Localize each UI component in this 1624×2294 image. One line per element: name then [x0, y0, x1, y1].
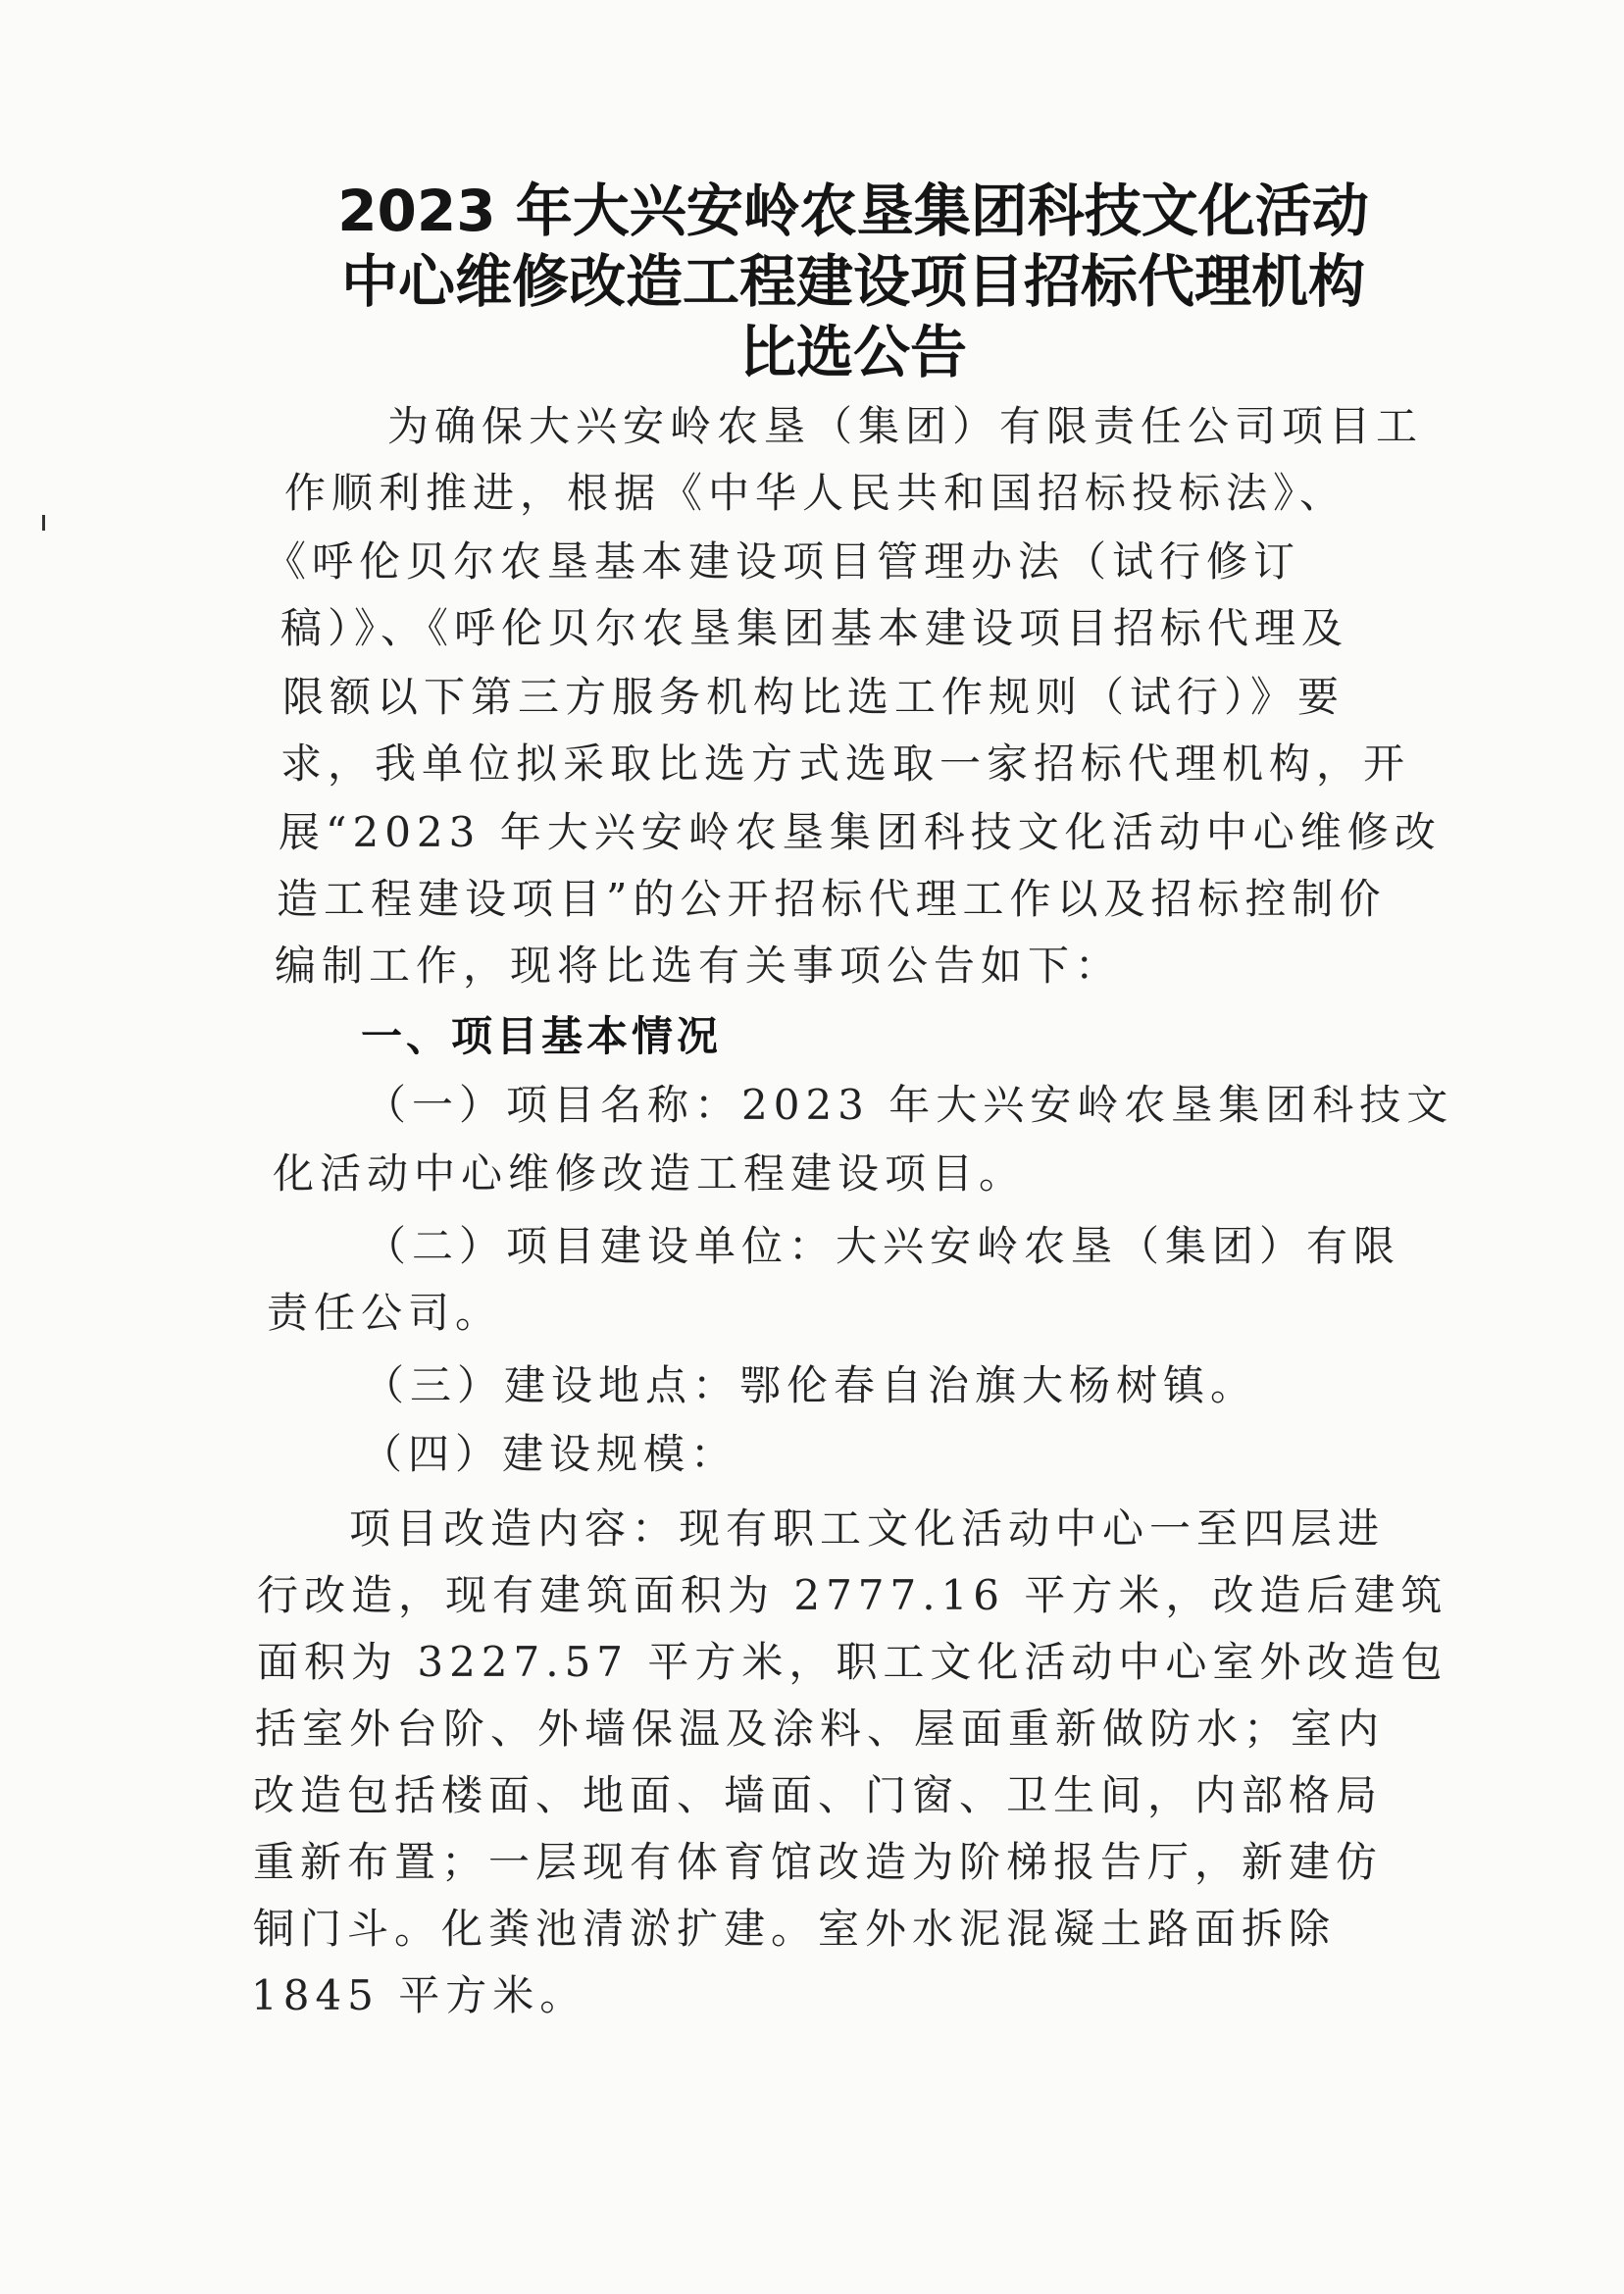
item-construction-unit: 责任公司。 — [267, 1289, 503, 1337]
title-line-1: 2023 年大兴安岭农垦集团科技文化活动 — [337, 178, 1369, 244]
intro-line: 求，我单位拟采取比选方式选取一家招标代理机构，开 — [280, 739, 1411, 788]
item-construction-unit: （二）项目建设单位：大兴安岭农垦（集团）有限 — [365, 1222, 1401, 1270]
scope-line: 重新布置；一层现有体育馆改造为阶梯报告厅，新建仿 — [253, 1838, 1384, 1886]
intro-line: 造工程建设项目”的公开招标代理工作以及招标控制价 — [277, 875, 1387, 923]
scope-line: 行改造，现有建筑面积为 2777.16 平方米，改造后建筑 — [257, 1571, 1448, 1619]
intro-line: 编制工作，现将比选有关事项公告如下： — [275, 942, 1123, 990]
scope-line: 1845 平方米。 — [251, 1971, 587, 2019]
intro-line: 为确保大兴安岭农垦（集团）有限责任公司项目工 — [387, 402, 1424, 450]
scope-line: 括室外台阶、外墙保温及涂料、屋面重新做防水；室内 — [255, 1705, 1386, 1753]
intro-line: 《呼伦贝尔农垦基本建设项目管理办法（试行修订 — [265, 537, 1301, 586]
item-project-name: （一）项目名称：2023 年大兴安岭农垦集团科技文 — [365, 1081, 1454, 1129]
scope-line: 面积为 3227.57 平方米，职工文化活动中心室外改造包 — [257, 1638, 1448, 1686]
section-heading: 一、项目基本情况 — [361, 1012, 723, 1060]
scope-line: 改造包括楼面、地面、墙面、门窗、卫生间，内部格局 — [253, 1771, 1384, 1819]
scope-line: 项目改造内容：现有职工文化活动中心一至四层进 — [349, 1504, 1386, 1553]
item-project-name: 化活动中心维修改造工程建设项目。 — [273, 1149, 1027, 1198]
item-scale: （四）建设规模： — [361, 1430, 738, 1478]
scan-mark — [42, 515, 45, 531]
item-location: （三）建设地点：鄂伦春自治旗大杨树镇。 — [363, 1361, 1258, 1409]
title-line-3: 比选公告 — [738, 319, 967, 385]
scope-line: 铜门斗。化粪池清淤扩建。室外水泥混凝土路面拆除 — [253, 1905, 1337, 1953]
intro-line: 限额以下第三方服务机构比选工作规则（试行）》要 — [282, 673, 1345, 721]
intro-line: 稿）》、《呼伦贝尔农垦集团基本建设项目招标代理及 — [280, 604, 1349, 652]
intro-line: 作顺利推进，根据《中华人民共和国招标投标法》、 — [284, 469, 1347, 517]
title-line-2: 中心维修改造工程建设项目招标代理机构 — [340, 248, 1365, 315]
intro-line: 展“2023 年大兴安岭农垦集团科技文化活动中心维修改 — [279, 808, 1442, 856]
